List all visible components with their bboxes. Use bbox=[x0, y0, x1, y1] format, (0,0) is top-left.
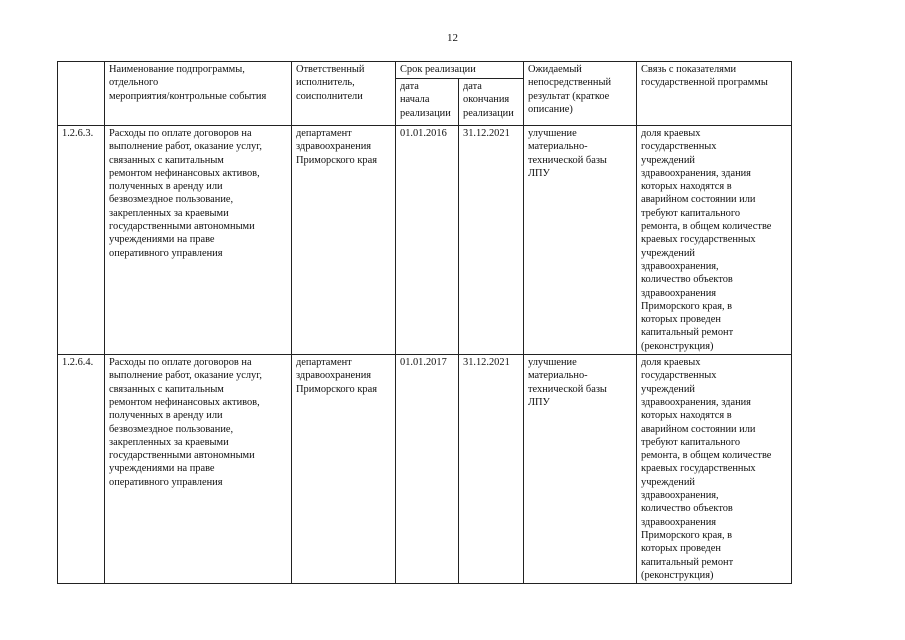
cell-result: улучшение материально- технической базы ЛПУ bbox=[524, 126, 637, 355]
cell-num: 1.2.6.3. bbox=[58, 126, 105, 355]
header-period: Срок реализации bbox=[396, 62, 524, 79]
cell-link: доля краевых государственных учреждений здравоохранения, здания которых находятся в аварийном состоянии или требуют капитального ремонта, в общем количестве краевых государственных учреждений здравоохранения, количество объектов здравоохранения Приморского края, в которых проведен капитальный ремонт (реконструкция) bbox=[637, 126, 792, 355]
header-result: Ожидаемый непосредственный результат (краткое описание) bbox=[524, 62, 637, 126]
header-start-date: дата начала реализации bbox=[396, 79, 459, 126]
header-name: Наименование подпрограммы, отдельного мероприятия/контрольные события bbox=[105, 62, 292, 126]
cell-result: улучшение материально- технической базы ЛПУ bbox=[524, 355, 637, 584]
header-end-date: дата окончания реализации bbox=[459, 79, 524, 126]
cell-start-date: 01.01.2017 bbox=[396, 355, 459, 584]
header-num bbox=[58, 62, 105, 126]
table-row bbox=[58, 355, 792, 584]
page-number: 12 bbox=[447, 32, 458, 44]
cell-link: доля краевых государственных учреждений здравоохранения, здания которых находятся в аварийном состоянии или требуют капитального ремонта, в общем количестве краевых государственных учреждений здравоохранения, количество объектов здравоохранения Приморского края, в которых проведен капитальный ремонт (реконструкция) bbox=[637, 355, 792, 584]
cell-name: Расходы по оплате договоров на выполнение работ, оказание услуг, связанных с капитальным ремонтом нефинансовых активов, полученных в аренду или безвозмездное пользование, закрепленных за краевыми государственными автономными учреждениями на праве оперативного управления bbox=[105, 126, 292, 355]
cell-responsible: департамент здравоохранения Приморского края bbox=[292, 126, 396, 355]
cell-num: 1.2.6.4. bbox=[58, 355, 105, 584]
table-row bbox=[58, 126, 792, 355]
table-header bbox=[58, 62, 792, 126]
cell-name: Расходы по оплате договоров на выполнение работ, оказание услуг, связанных с капитальным ремонтом нефинансовых активов, полученных в аренду или безвозмездное пользование, закрепленных за краевыми государственными автономными учреждениями на праве оперативного управления bbox=[105, 355, 292, 584]
cell-responsible: департамент здравоохранения Приморского края bbox=[292, 355, 396, 584]
cell-start-date: 01.01.2016 bbox=[396, 126, 459, 355]
header-responsible: Ответственный исполнитель, соисполнители bbox=[292, 62, 396, 126]
measures-table bbox=[57, 61, 792, 584]
header-link: Связь с показателями государственной программы bbox=[637, 62, 792, 126]
cell-end-date: 31.12.2021 bbox=[459, 355, 524, 584]
cell-end-date: 31.12.2021 bbox=[459, 126, 524, 355]
